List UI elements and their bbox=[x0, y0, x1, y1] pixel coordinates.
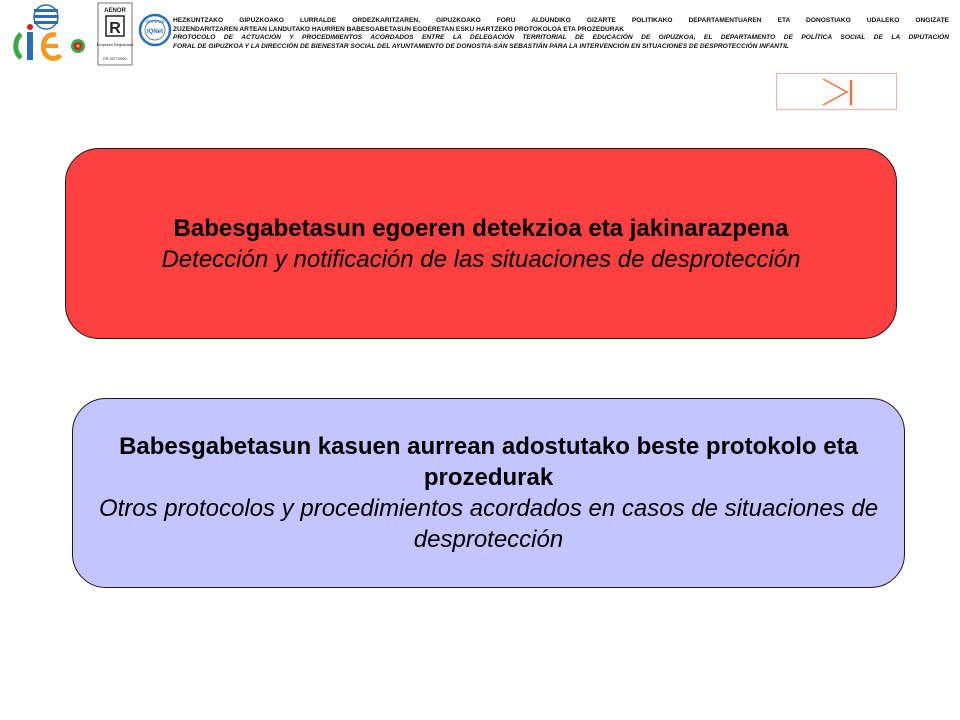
globe-icon bbox=[34, 5, 58, 29]
aenor-code: ER-0977/2000 bbox=[103, 57, 127, 61]
header-line-3: PROTOCOLO DE ACTUACIÓN Y PROCEDIMIENTOS ACORDADOS ENTRE LA DELEGACIÓN TERRITORIAL DE EDUCACIÓN DE GIPUZKOA, EL DEPARTAMENTO DE POLÍTICA SOCIAL DE LA DIPUTACIÓN bbox=[173, 34, 949, 42]
logo-group-graphic bbox=[12, 2, 172, 68]
iqnet-label: IQNet bbox=[146, 29, 164, 35]
other-protocols-panel[interactable] bbox=[72, 398, 905, 588]
header-line-1: HEZKUNTZAKO GIPUZKOAKO LURRALDE ORDEZKARITZAREN, GIPUZKOAKO FORU ALDUNDIKO GIZARTE POLITIKAKO DEPARTAMENTUAREN ETA DONOSTIAKO UDALEKO ONGIZATE bbox=[173, 17, 949, 24]
skip-to-end-button[interactable] bbox=[776, 73, 897, 110]
aenor-caption: Empresa Registrada bbox=[96, 42, 134, 47]
detection-notification-panel[interactable] bbox=[65, 148, 897, 339]
iqnet-badge-icon bbox=[140, 15, 170, 45]
panel-title-basque: Babesgabetasun egoeren detekzioa eta jakinarazpena bbox=[173, 214, 789, 242]
panel-subtitle-spanish: Detección y notificación de las situaciones de desprotección bbox=[161, 245, 801, 273]
header-line-2: ZUZENDARITZAREN ARTEAN LANDUTAKO HAURREN BABESGABETASUN EGOERETAN ESKU HARTZEKO PROTOKOLOA ETA PROZEDURAK bbox=[173, 25, 625, 33]
aenor-mark: R bbox=[109, 20, 121, 37]
skip-to-end-icon bbox=[821, 79, 855, 106]
aenor-badge-icon bbox=[97, 3, 134, 65]
iqnet-top-label: CERTIFIED bbox=[145, 20, 165, 24]
die-logo-icon bbox=[16, 24, 60, 60]
header-line-4: FORAL DE GIPUZKOA Y LA DIRECCIÓN DE BIENESTAR SOCIAL DEL AYUNTAMIENTO DE DONOSTIA-SAN SEBASTIÁN PARA LA INTERVENCIÓN EN SITUACIONES DE DESPROTECCIÓN INFANTIL bbox=[173, 42, 789, 50]
aenor-label: AENOR bbox=[104, 8, 126, 14]
seal-icon bbox=[71, 39, 85, 53]
panel-subtitle-spanish: Otros protocolos y procedimientos acordados en casos de situaciones de desprotección bbox=[98, 495, 879, 553]
logo-group bbox=[12, 2, 172, 68]
document-header bbox=[173, 17, 949, 51]
panel-title-basque: Babesgabetasun kasuen aurrean adostutako beste protokolo eta prozedurak bbox=[119, 433, 858, 491]
